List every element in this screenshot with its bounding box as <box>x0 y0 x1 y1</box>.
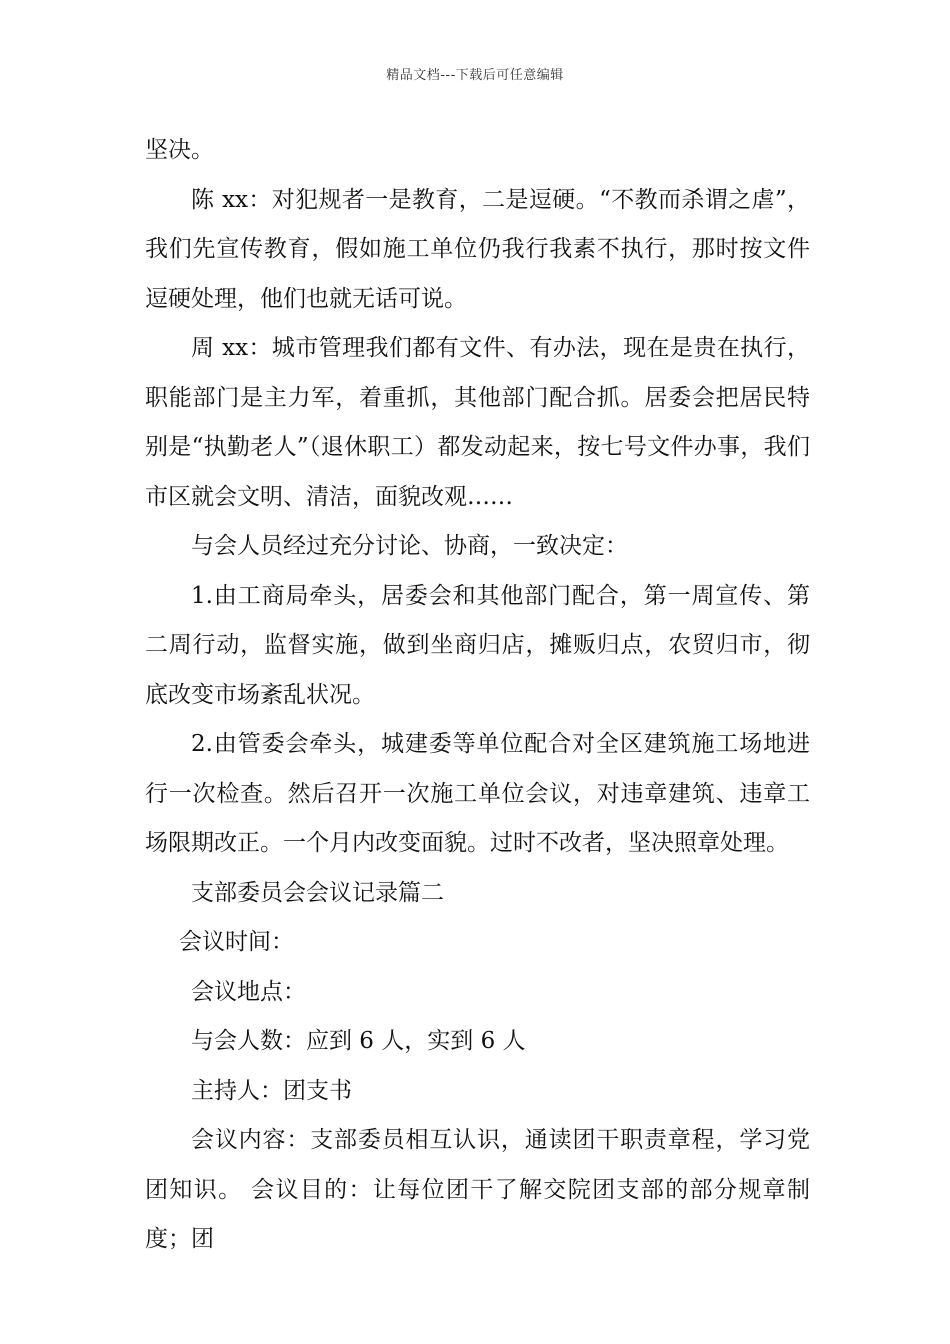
meeting-content: 会议内容：支部委员相互认识，通读团干职责章程，学习党团知识。 会议目的：让每位团干了解交院团支部的部分规章制度；团 <box>145 1127 810 1252</box>
document-body <box>145 126 810 1265</box>
host: 主持人：团支书 <box>191 1077 352 1104</box>
paragraph-1: 坚决。 <box>145 137 214 163</box>
paragraph-4: 与会人员经过充分讨论、协商，一致决定： <box>191 533 628 559</box>
section-heading: 支部委员会会议记录篇二 <box>191 879 444 906</box>
meeting-time: 会议时间： <box>179 929 294 955</box>
meeting-location: 会议地点： <box>191 978 306 1005</box>
paragraph-6: 2.由管委会牵头，城建委等单位配合对全区建筑施工场地进行一次检查。然后召开一次施工单位会议，对违章建筑、违章工场限期改正。一个月内改变面貌。过时不改者，坚决照章处理。 <box>145 731 810 856</box>
page-header: 精品文档---下载后可任意编辑 <box>386 68 564 83</box>
attendance: 与会人数：应到 6 人，实到 6 人 <box>191 1028 526 1054</box>
paragraph-3: 周 xx：城市管理我们都有文件、有办法，现在是贵在执行，职能部门是主力军，着重抓，其他部门配合抓。居委会把居民特别是“执勤老人”（退休职工）都发动起来，按七号文件办事，我们市区就会文明、清洁，面貌改观…… <box>145 335 810 510</box>
paragraph-5: 1.由工商局牵头，居委会和其他部门配合，第一周宣传、第二周行动，监督实施，做到坐商归店，摊贩归点，农贸归市，彻底改变市场紊乱状况。 <box>145 582 810 708</box>
paragraph-2: 陈 xx：对犯规者一是教育，二是逗硬。“不教而杀谓之虐”，我们先宣传教育，假如施工单位仍我行我素不执行，那时按文件逗硬处理，他们也就无话可说。 <box>145 186 810 312</box>
